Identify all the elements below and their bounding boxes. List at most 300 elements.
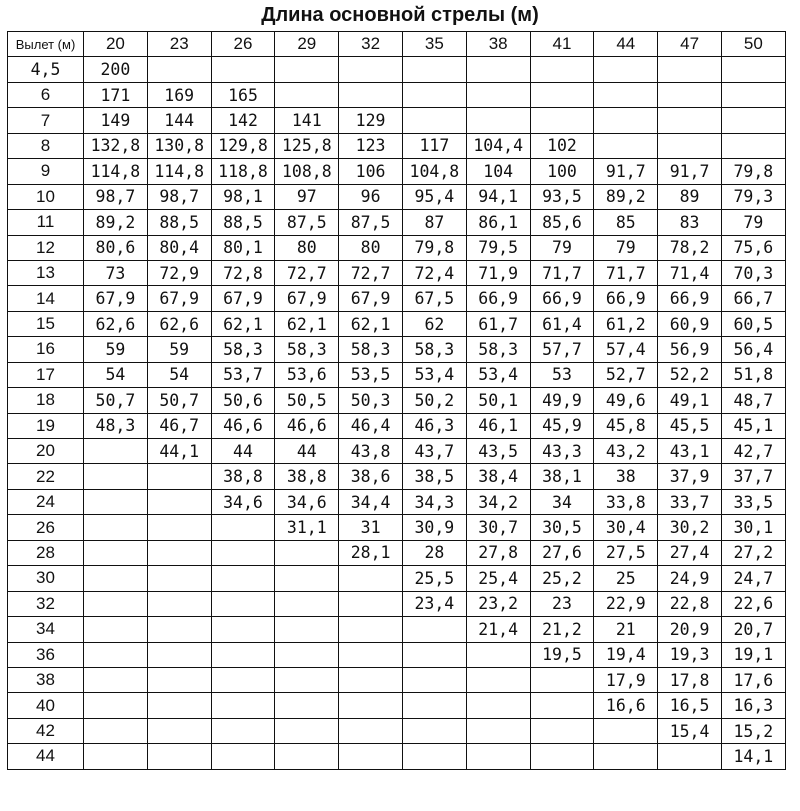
capacity-cell: 25,2 (530, 566, 594, 591)
capacity-cell: 79,5 (466, 235, 530, 260)
capacity-cell: 58,3 (339, 337, 403, 362)
capacity-cell: 200 (84, 57, 148, 82)
capacity-cell: 66,9 (658, 286, 722, 311)
capacity-cell (594, 57, 658, 82)
capacity-cell: 98,7 (147, 184, 211, 209)
capacity-cell (339, 718, 403, 743)
capacity-cell (147, 540, 211, 565)
capacity-cell: 144 (147, 108, 211, 133)
capacity-cell: 61,7 (466, 311, 530, 336)
capacity-cell: 21,2 (530, 617, 594, 642)
capacity-cell: 49,9 (530, 388, 594, 413)
capacity-cell (466, 744, 530, 769)
capacity-cell: 123 (339, 133, 403, 158)
capacity-cell: 66,9 (594, 286, 658, 311)
table-row (8, 439, 786, 464)
capacity-cell (721, 133, 785, 158)
capacity-cell (147, 591, 211, 616)
capacity-cell: 95,4 (402, 184, 466, 209)
capacity-cell: 91,7 (658, 159, 722, 184)
radius-cell: 12 (8, 235, 84, 260)
boom-length-header: 26 (211, 32, 275, 57)
capacity-cell (211, 57, 275, 82)
capacity-cell: 19,3 (658, 642, 722, 667)
capacity-cell: 28,1 (339, 540, 403, 565)
capacity-cell: 34,4 (339, 489, 403, 514)
table-row (8, 82, 786, 107)
radius-cell: 26 (8, 515, 84, 540)
capacity-cell: 102 (530, 133, 594, 158)
capacity-cell: 67,9 (84, 286, 148, 311)
capacity-cell: 33,8 (594, 489, 658, 514)
capacity-cell: 88,5 (211, 210, 275, 235)
capacity-cell: 30,5 (530, 515, 594, 540)
radius-cell: 4,5 (8, 57, 84, 82)
boom-length-header: 29 (275, 32, 339, 57)
capacity-cell: 49,6 (594, 388, 658, 413)
capacity-cell: 91,7 (594, 159, 658, 184)
capacity-cell: 89,2 (594, 184, 658, 209)
capacity-cell: 46,7 (147, 413, 211, 438)
capacity-cell (530, 82, 594, 107)
radius-cell: 13 (8, 260, 84, 285)
table-row (8, 693, 786, 718)
capacity-cell: 62,1 (275, 311, 339, 336)
capacity-cell (339, 744, 403, 769)
capacity-cell: 57,4 (594, 337, 658, 362)
boom-length-header: 50 (721, 32, 785, 57)
capacity-cell (147, 642, 211, 667)
capacity-cell: 33,7 (658, 489, 722, 514)
table-row (8, 642, 786, 667)
capacity-cell (466, 57, 530, 82)
capacity-cell: 58,3 (275, 337, 339, 362)
table-row (8, 667, 786, 692)
capacity-cell (84, 439, 148, 464)
table-row (8, 260, 786, 285)
capacity-cell: 52,7 (594, 362, 658, 387)
table-row (8, 388, 786, 413)
capacity-cell: 34,2 (466, 489, 530, 514)
capacity-cell (84, 464, 148, 489)
capacity-cell: 149 (84, 108, 148, 133)
capacity-cell: 104,4 (466, 133, 530, 158)
capacity-cell: 58,3 (466, 337, 530, 362)
capacity-cell (402, 108, 466, 133)
capacity-cell: 50,2 (402, 388, 466, 413)
capacity-cell (275, 617, 339, 642)
capacity-cell: 23,2 (466, 591, 530, 616)
capacity-cell (211, 642, 275, 667)
capacity-cell: 62,1 (339, 311, 403, 336)
capacity-cell: 24,7 (721, 566, 785, 591)
capacity-cell (339, 591, 403, 616)
radius-cell: 36 (8, 642, 84, 667)
capacity-cell: 80 (339, 235, 403, 260)
capacity-cell: 71,9 (466, 260, 530, 285)
capacity-cell: 19,4 (594, 642, 658, 667)
capacity-cell: 104,8 (402, 159, 466, 184)
capacity-cell (211, 617, 275, 642)
capacity-cell (339, 693, 403, 718)
radius-cell: 32 (8, 591, 84, 616)
capacity-cell (84, 667, 148, 692)
capacity-cell (402, 82, 466, 107)
radius-cell: 20 (8, 439, 84, 464)
capacity-cell (721, 108, 785, 133)
radius-column-header: Вылет (м) (8, 32, 84, 57)
capacity-cell (530, 693, 594, 718)
capacity-cell: 45,9 (530, 413, 594, 438)
capacity-cell (275, 57, 339, 82)
boom-length-header: 32 (339, 32, 403, 57)
capacity-cell: 67,9 (211, 286, 275, 311)
radius-cell: 8 (8, 133, 84, 158)
capacity-cell: 89,2 (84, 210, 148, 235)
table-row (8, 311, 786, 336)
table-row (8, 108, 786, 133)
capacity-cell: 22,9 (594, 591, 658, 616)
capacity-cell: 87,5 (275, 210, 339, 235)
capacity-cell (84, 591, 148, 616)
capacity-cell: 72,7 (275, 260, 339, 285)
capacity-cell: 44 (211, 439, 275, 464)
table-title: Длина основной стрелы (м) (261, 4, 539, 26)
radius-cell: 42 (8, 718, 84, 743)
capacity-cell: 22,8 (658, 591, 722, 616)
table-row (8, 235, 786, 260)
capacity-cell: 98,7 (84, 184, 148, 209)
capacity-cell (339, 642, 403, 667)
radius-cell: 24 (8, 489, 84, 514)
capacity-cell: 30,2 (658, 515, 722, 540)
capacity-cell: 46,6 (275, 413, 339, 438)
capacity-cell: 16,3 (721, 693, 785, 718)
capacity-cell: 67,9 (275, 286, 339, 311)
capacity-cell: 27,8 (466, 540, 530, 565)
capacity-cell (147, 57, 211, 82)
capacity-cell: 22,6 (721, 591, 785, 616)
capacity-cell: 23,4 (402, 591, 466, 616)
capacity-cell: 30,7 (466, 515, 530, 540)
capacity-cell: 15,2 (721, 718, 785, 743)
capacity-cell: 15,4 (658, 718, 722, 743)
capacity-cell: 96 (339, 184, 403, 209)
header-row (8, 32, 786, 57)
capacity-cell: 141 (275, 108, 339, 133)
capacity-cell: 43,1 (658, 439, 722, 464)
capacity-cell: 83 (658, 210, 722, 235)
capacity-cell: 79,8 (402, 235, 466, 260)
capacity-cell (402, 693, 466, 718)
capacity-cell: 34 (530, 489, 594, 514)
capacity-cell: 38,1 (530, 464, 594, 489)
table-row (8, 566, 786, 591)
capacity-cell: 45,1 (721, 413, 785, 438)
boom-length-header: 35 (402, 32, 466, 57)
capacity-cell (211, 667, 275, 692)
capacity-cell: 56,4 (721, 337, 785, 362)
capacity-cell: 31 (339, 515, 403, 540)
capacity-cell: 14,1 (721, 744, 785, 769)
radius-cell: 34 (8, 617, 84, 642)
capacity-cell: 53,6 (275, 362, 339, 387)
capacity-cell (594, 744, 658, 769)
capacity-cell: 87,5 (339, 210, 403, 235)
capacity-cell: 62,6 (147, 311, 211, 336)
capacity-cell: 85,6 (530, 210, 594, 235)
radius-cell: 9 (8, 159, 84, 184)
capacity-cell: 43,7 (402, 439, 466, 464)
capacity-cell: 56,9 (658, 337, 722, 362)
boom-length-header: 47 (658, 32, 722, 57)
capacity-cell (147, 464, 211, 489)
table-body (8, 57, 786, 769)
radius-cell: 17 (8, 362, 84, 387)
capacity-cell (402, 57, 466, 82)
capacity-cell: 80,4 (147, 235, 211, 260)
capacity-cell: 71,7 (594, 260, 658, 285)
capacity-cell: 72,8 (211, 260, 275, 285)
table-row (8, 744, 786, 769)
capacity-cell: 79 (721, 210, 785, 235)
capacity-cell: 85 (594, 210, 658, 235)
capacity-cell (147, 718, 211, 743)
capacity-cell: 17,9 (594, 667, 658, 692)
capacity-cell: 62,1 (211, 311, 275, 336)
capacity-cell: 117 (402, 133, 466, 158)
radius-cell: 7 (8, 108, 84, 133)
capacity-cell (530, 667, 594, 692)
table-row (8, 464, 786, 489)
capacity-cell: 130,8 (147, 133, 211, 158)
capacity-cell (84, 718, 148, 743)
capacity-cell: 169 (147, 82, 211, 107)
table-row (8, 362, 786, 387)
radius-cell: 28 (8, 540, 84, 565)
capacity-cell: 79 (594, 235, 658, 260)
capacity-cell: 34,6 (275, 489, 339, 514)
capacity-cell: 114,8 (147, 159, 211, 184)
capacity-cell: 71,7 (530, 260, 594, 285)
capacity-cell: 66,9 (530, 286, 594, 311)
capacity-cell (84, 489, 148, 514)
capacity-cell: 129 (339, 108, 403, 133)
capacity-cell: 37,7 (721, 464, 785, 489)
radius-cell: 40 (8, 693, 84, 718)
capacity-cell: 38 (594, 464, 658, 489)
capacity-cell (147, 744, 211, 769)
capacity-cell (466, 667, 530, 692)
capacity-cell: 79 (530, 235, 594, 260)
capacity-cell: 19,1 (721, 642, 785, 667)
capacity-cell (84, 515, 148, 540)
capacity-cell (147, 617, 211, 642)
capacity-cell: 50,6 (211, 388, 275, 413)
capacity-cell (339, 57, 403, 82)
radius-cell: 11 (8, 210, 84, 235)
capacity-cell: 21,4 (466, 617, 530, 642)
capacity-cell: 42,7 (721, 439, 785, 464)
capacity-cell: 53,7 (211, 362, 275, 387)
capacity-cell (147, 566, 211, 591)
capacity-cell: 72,7 (339, 260, 403, 285)
capacity-cell (211, 744, 275, 769)
table-row (8, 591, 786, 616)
capacity-cell: 48,7 (721, 388, 785, 413)
radius-cell: 44 (8, 744, 84, 769)
capacity-cell: 38,8 (211, 464, 275, 489)
capacity-cell: 23 (530, 591, 594, 616)
capacity-cell (275, 591, 339, 616)
capacity-cell: 93,5 (530, 184, 594, 209)
capacity-cell: 44,1 (147, 439, 211, 464)
capacity-cell: 89 (658, 184, 722, 209)
capacity-cell: 30,9 (402, 515, 466, 540)
table-row (8, 337, 786, 362)
capacity-cell: 37,9 (658, 464, 722, 489)
capacity-cell: 31,1 (275, 515, 339, 540)
capacity-cell: 108,8 (275, 159, 339, 184)
capacity-cell: 61,4 (530, 311, 594, 336)
capacity-cell: 50,7 (147, 388, 211, 413)
capacity-cell: 24,9 (658, 566, 722, 591)
capacity-cell: 38,5 (402, 464, 466, 489)
capacity-cell: 30,4 (594, 515, 658, 540)
capacity-cell: 87 (402, 210, 466, 235)
capacity-cell (594, 133, 658, 158)
capacity-cell: 50,1 (466, 388, 530, 413)
capacity-cell: 45,8 (594, 413, 658, 438)
capacity-cell: 53,4 (466, 362, 530, 387)
capacity-cell: 53,4 (402, 362, 466, 387)
capacity-cell (402, 718, 466, 743)
capacity-cell: 106 (339, 159, 403, 184)
capacity-cell: 27,5 (594, 540, 658, 565)
capacity-cell: 49,1 (658, 388, 722, 413)
capacity-cell: 60,9 (658, 311, 722, 336)
capacity-cell: 27,2 (721, 540, 785, 565)
capacity-cell (594, 82, 658, 107)
capacity-cell: 94,1 (466, 184, 530, 209)
capacity-cell: 50,3 (339, 388, 403, 413)
capacity-cell (147, 693, 211, 718)
capacity-cell: 48,3 (84, 413, 148, 438)
capacity-cell: 59 (147, 337, 211, 362)
capacity-cell (658, 57, 722, 82)
capacity-cell: 38,4 (466, 464, 530, 489)
capacity-cell (84, 566, 148, 591)
radius-cell: 22 (8, 464, 84, 489)
capacity-cell (147, 489, 211, 514)
boom-length-header: 44 (594, 32, 658, 57)
table-row (8, 159, 786, 184)
capacity-cell (84, 744, 148, 769)
capacity-cell (275, 667, 339, 692)
capacity-cell: 60,5 (721, 311, 785, 336)
capacity-cell (466, 642, 530, 667)
capacity-cell (402, 744, 466, 769)
capacity-cell: 80 (275, 235, 339, 260)
capacity-cell (339, 617, 403, 642)
capacity-cell: 17,8 (658, 667, 722, 692)
capacity-cell: 59 (84, 337, 148, 362)
capacity-cell: 54 (84, 362, 148, 387)
capacity-cell (147, 667, 211, 692)
capacity-cell: 54 (147, 362, 211, 387)
capacity-cell: 70,3 (721, 260, 785, 285)
capacity-cell (594, 108, 658, 133)
capacity-cell: 72,4 (402, 260, 466, 285)
capacity-cell: 45,5 (658, 413, 722, 438)
capacity-cell (211, 718, 275, 743)
table-row (8, 718, 786, 743)
capacity-cell (275, 718, 339, 743)
capacity-cell: 20,9 (658, 617, 722, 642)
table-row (8, 210, 786, 235)
boom-length-header: 38 (466, 32, 530, 57)
capacity-cell: 44 (275, 439, 339, 464)
capacity-cell: 171 (84, 82, 148, 107)
capacity-cell: 21 (594, 617, 658, 642)
radius-cell: 10 (8, 184, 84, 209)
capacity-cell (658, 133, 722, 158)
capacity-cell (530, 744, 594, 769)
capacity-cell (721, 82, 785, 107)
capacity-cell: 53 (530, 362, 594, 387)
capacity-cell: 114,8 (84, 159, 148, 184)
capacity-cell (530, 108, 594, 133)
capacity-cell: 43,5 (466, 439, 530, 464)
capacity-cell (339, 566, 403, 591)
capacity-cell: 50,7 (84, 388, 148, 413)
capacity-cell: 16,5 (658, 693, 722, 718)
radius-cell: 38 (8, 667, 84, 692)
capacity-cell: 61,2 (594, 311, 658, 336)
capacity-cell: 80,6 (84, 235, 148, 260)
capacity-cell (84, 642, 148, 667)
capacity-cell (658, 744, 722, 769)
capacity-cell: 80,1 (211, 235, 275, 260)
table-row (8, 286, 786, 311)
capacity-cell: 34,6 (211, 489, 275, 514)
capacity-cell: 57,7 (530, 337, 594, 362)
capacity-cell (211, 540, 275, 565)
capacity-cell: 46,3 (402, 413, 466, 438)
capacity-cell: 30,1 (721, 515, 785, 540)
capacity-cell: 20,7 (721, 617, 785, 642)
capacity-cell: 19,5 (530, 642, 594, 667)
capacity-cell: 25,4 (466, 566, 530, 591)
capacity-cell (275, 540, 339, 565)
capacity-cell: 129,8 (211, 133, 275, 158)
capacity-cell: 66,9 (466, 286, 530, 311)
capacity-cell: 78,2 (658, 235, 722, 260)
capacity-cell: 16,6 (594, 693, 658, 718)
capacity-cell: 58,3 (402, 337, 466, 362)
capacity-cell (84, 693, 148, 718)
capacity-cell: 52,2 (658, 362, 722, 387)
capacity-cell (402, 617, 466, 642)
table-row (8, 133, 786, 158)
capacity-cell: 27,4 (658, 540, 722, 565)
radius-cell: 16 (8, 337, 84, 362)
capacity-cell: 46,1 (466, 413, 530, 438)
capacity-cell: 98,1 (211, 184, 275, 209)
capacity-cell: 75,6 (721, 235, 785, 260)
capacity-cell (466, 82, 530, 107)
capacity-cell: 17,6 (721, 667, 785, 692)
